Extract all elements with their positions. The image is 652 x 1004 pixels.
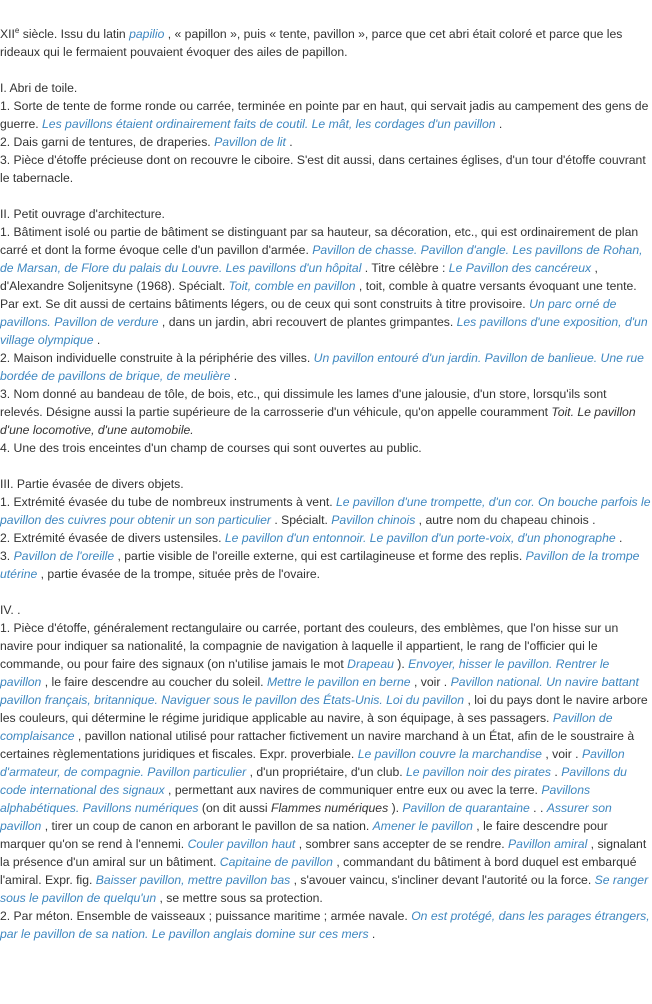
definition-text: 1. Pièce d'étoffe, généralement rectangulaire ou carrée, portant des couleurs, des emblèmes, que l'on hisse sur un navire pour indiquer sa nationalité, la compagnie de navigation à laquelle il appartient, le rang de l'officier qui le commande, ou pour faire des signaux (on n'utilise jamais le mot bbox=[0, 621, 619, 671]
example-phrase: Pavillon chinois bbox=[331, 513, 416, 527]
definition-text: 2. Dais garni de tentures, de draperies. bbox=[0, 135, 215, 149]
example-phrase: Pavillons du code international des signaux bbox=[0, 765, 627, 797]
italic-term: Toit. Le pavillon d'une locomotive, d'une automobile. bbox=[0, 405, 636, 437]
definition-paragraph bbox=[0, 547, 652, 583]
example-phrase: papilio bbox=[129, 27, 165, 41]
definition-text: , d'un propriétaire, d'un club. bbox=[246, 765, 407, 779]
definition-text: , tirer un coup de canon en arborant le pavillon de sa nation. bbox=[41, 819, 373, 833]
definition-paragraph bbox=[0, 475, 652, 493]
definition-text: , « papillon », puis « tente, pavillon », parce que cet abri était coloré et parce que les rideaux qui le fermaient pouvaient évoquer des ailes de papillon. bbox=[0, 27, 623, 59]
century-superscript: e bbox=[14, 25, 20, 35]
example-phrase: Le pavillon d'une trompette, d'un cor. On bouche parfois le pavillon des cuivres pour obtenir un son particulier bbox=[0, 495, 651, 527]
definition-paragraph bbox=[0, 25, 652, 61]
example-phrase: Pavillon de la trompe utérine bbox=[0, 549, 640, 581]
definition-text: , d'Alexandre Soljenitsyne (1968). Spécialt. bbox=[0, 261, 598, 293]
definition-text: , se mettre sous sa protection. bbox=[156, 891, 323, 905]
definition-text: , le faire descendre pour marquer qu'on se rend à l'ennemi. bbox=[0, 819, 608, 851]
definition-text: 2. Par méton. Ensemble de vaisseaux ; puissance maritime ; armée navale. bbox=[0, 909, 412, 923]
definition-text: 1. Extrémité évasée du tube de nombreux instruments à vent. bbox=[0, 495, 337, 509]
example-phrase: Le pavillon couvre la marchandise bbox=[357, 747, 542, 761]
definition-text: . bbox=[551, 765, 562, 779]
definition-text: ). bbox=[393, 657, 409, 671]
definition-text: . bbox=[230, 369, 238, 383]
definition-text: , partie visible de l'oreille externe, qui est cartilagineuse et forme des replis. bbox=[114, 549, 526, 563]
definition-text: , sombrer sans accepter de se rendre. bbox=[295, 837, 509, 851]
definition-paragraph bbox=[0, 619, 652, 907]
example-phrase: Se ranger sous le pavillon de quelqu'un bbox=[0, 873, 649, 905]
definition-text: 3. Pièce d'étoffe précieuse dont on recouvre le ciboire. S'est dit aussi, dans certaines églises, d'un tour d'étoffe couvrant le tabernacle. bbox=[0, 153, 646, 185]
definition-paragraph bbox=[0, 205, 652, 223]
definition-text: . bbox=[285, 135, 293, 149]
definition-text: siècle. Issu du latin bbox=[19, 27, 130, 41]
definition-text: 3. bbox=[0, 549, 14, 563]
definition-text: , partie évasée de la trompe, située près de l'ovaire. bbox=[37, 567, 321, 581]
definition-text: , voir . bbox=[410, 675, 451, 689]
example-phrase: Un parc orné de pavillons. Pavillon de verdure bbox=[0, 297, 617, 329]
example-phrase: Pavillon de quarantaine bbox=[402, 801, 530, 815]
definition-text: . bbox=[93, 333, 101, 347]
definition-text: 1. Sorte de tente de forme ronde ou carrée, terminée en pointe par en haut, qui servait jadis au campement des gens de guerre. bbox=[0, 99, 649, 131]
definition-text: XII bbox=[0, 27, 15, 41]
definition-text: , signalant la présence d'un amiral sur un bâtiment. bbox=[0, 837, 647, 869]
definition-text: . Spécialt. bbox=[270, 513, 332, 527]
definition-paragraph bbox=[0, 97, 652, 133]
definition-text: . bbox=[495, 117, 503, 131]
example-phrase: Pavillons alphabétiques. Pavillons numériques bbox=[0, 783, 591, 815]
example-phrase: Pavillon de l'oreille bbox=[13, 549, 115, 563]
example-phrase: On est protégé, dans les parages étrangers, par le pavillon de sa nation. Le pavillon anglais domine sur ces mers bbox=[0, 909, 650, 941]
definition-text: , loi du pays dont le navire arbore les couleurs, qui détermine le régime juridique applicable au navire, à son équipage, à ses passagers. bbox=[0, 693, 648, 725]
definition-text: , s'avouer vaincu, s'incliner devant l'autorité ou la force. bbox=[290, 873, 595, 887]
definition-text: . . bbox=[529, 801, 547, 815]
example-phrase: Pavillon amiral bbox=[508, 837, 588, 851]
definition-text: , dans un jardin, abri recouvert de plantes grimpantes. bbox=[158, 315, 457, 329]
definition-text: 1. Bâtiment isolé ou partie de bâtiment se distinguant par sa hauteur, sa décoration, etc., qui est ordinairement de plan carré et dont la forme évoque celle d'un pavillon d'armée. bbox=[0, 225, 639, 257]
definition-text: 2. Maison individuelle construite à la périphérie des villes. bbox=[0, 351, 314, 365]
definition-text: 2. Extrémité évasée de divers ustensiles. bbox=[0, 531, 225, 545]
definition-paragraph bbox=[0, 907, 652, 943]
definition-text: , permettant aux navires de communiquer entre eux ou avec la terre. bbox=[164, 783, 542, 797]
example-phrase: Un pavillon entouré d'un jardin. Pavillon de banlieue. Une rue bordée de pavillons de brique, de meulière bbox=[0, 351, 644, 383]
definition-paragraph bbox=[0, 349, 652, 385]
example-phrase: Pavillon de chasse. Pavillon d'angle. Les pavillons de Rohan, de Marsan, de Flore du palais du Louvre. Les pavillons d'un hôpital bbox=[0, 243, 643, 275]
definition-text: , pavillon national utilisé pour rattacher fictivement un navire marchand à un État, afin de le soustraire à certaines règlementations juridiques et fiscales. Expr. proverbiale. bbox=[0, 729, 635, 761]
example-phrase: Capitaine de pavillon bbox=[219, 855, 333, 869]
example-phrase: Assurer son pavillon bbox=[0, 801, 612, 833]
example-phrase: Baisser pavillon, mettre pavillon bas bbox=[95, 873, 291, 887]
definition-paragraph bbox=[0, 439, 652, 457]
definition-paragraph bbox=[0, 223, 652, 349]
definition-paragraph bbox=[0, 601, 652, 619]
example-phrase: Mettre le pavillon en berne bbox=[266, 675, 411, 689]
definition-text: IV. . bbox=[0, 603, 21, 617]
example-phrase: Les pavillons étaient ordinairement faits de coutil. Le mât, les cordages d'un pavillon bbox=[42, 117, 496, 131]
definition-text: , autre nom du chapeau chinois . bbox=[415, 513, 596, 527]
section-spacer bbox=[0, 583, 652, 601]
definition-text: 4. Une des trois enceintes d'un champ de courses qui sont ouvertes au public. bbox=[0, 441, 422, 455]
definition-text: , toit, comble à quatre versants évoquant une tente. Par ext. Se dit aussi de certains bâtiments légers, ou de ceux qui sont construits à titre provisoire. bbox=[0, 279, 637, 311]
definition-text: 3. Nom donné au bandeau de tôle, de bois, etc., qui dissimule les lames d'une jalousie, d'un store, lorsqu'ils sont relevés. Désigne aussi la partie supérieure de la carrosserie d'un véhicule, qu'on appelle couramment bbox=[0, 387, 607, 419]
definition-paragraph bbox=[0, 385, 652, 439]
definition-text: II. Petit ouvrage d'architecture. bbox=[0, 207, 165, 221]
example-phrase: Envoyer, hisser le pavillon. Rentrer le pavillon bbox=[0, 657, 610, 689]
example-phrase: Pavillon de lit bbox=[214, 135, 286, 149]
definition-text: III. Partie évasée de divers objets. bbox=[0, 477, 184, 491]
definition-paragraph bbox=[0, 151, 652, 187]
definition-paragraph bbox=[0, 79, 652, 97]
example-phrase: Toit, comble en pavillon bbox=[228, 279, 356, 293]
definition-text: ). bbox=[388, 801, 403, 815]
section-spacer bbox=[0, 187, 652, 205]
definition-text: I. Abri de toile. bbox=[0, 81, 78, 95]
definition-text: . bbox=[368, 927, 376, 941]
section-spacer bbox=[0, 457, 652, 475]
example-phrase: Pavillon national. Un navire battant pavillon français, britannique. Naviguer sous le pavillon des États-Unis. Loi du pavillon bbox=[0, 675, 639, 707]
example-phrase: Amener le pavillon bbox=[372, 819, 473, 833]
example-phrase: Drapeau bbox=[347, 657, 394, 671]
example-phrase: Pavillon de complaisance bbox=[0, 711, 613, 743]
definition-text: , commandant du bâtiment à bord duquel est embarqué l'amiral. Expr. fig. bbox=[0, 855, 637, 887]
definition-text: . Titre célèbre : bbox=[361, 261, 449, 275]
section-spacer bbox=[0, 61, 652, 79]
definition-text: , le faire descendre au coucher du soleil. bbox=[41, 675, 267, 689]
example-phrase: Les pavillons d'une exposition, d'un village olympique bbox=[0, 315, 648, 347]
example-phrase: Le pavillon noir des pirates bbox=[406, 765, 552, 779]
italic-term: Flammes numériques bbox=[271, 801, 389, 815]
definition-paragraph bbox=[0, 493, 652, 529]
definition-paragraph bbox=[0, 133, 652, 151]
definition-text: . bbox=[615, 531, 623, 545]
definition-paragraph bbox=[0, 529, 652, 547]
definition-text: , voir . bbox=[541, 747, 582, 761]
example-phrase: Le pavillon d'un entonnoir. Le pavillon d'un porte-voix, d'un phonographe bbox=[224, 531, 616, 545]
definition-text: (on dit aussi bbox=[198, 801, 271, 815]
example-phrase: Couler pavillon haut bbox=[187, 837, 296, 851]
example-phrase: Pavillon d'armateur, de compagnie. Pavillon particulier bbox=[0, 747, 625, 779]
example-phrase: Le Pavillon des cancéreux bbox=[448, 261, 592, 275]
